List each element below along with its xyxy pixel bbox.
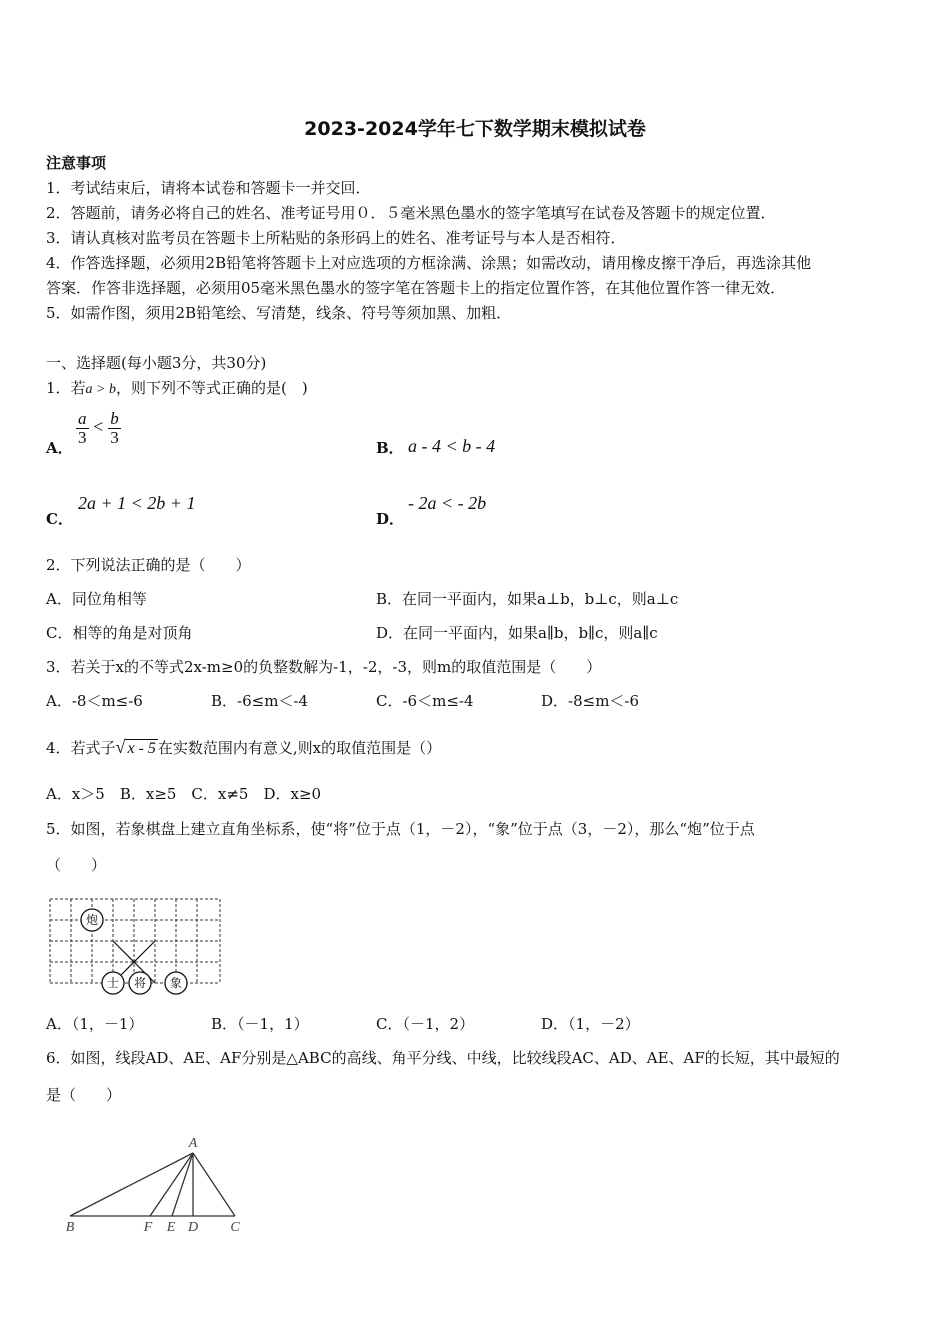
- question-6-stem: 6．如图，线段AD、AE、AF分别是△ABC的高线、角平分线、中线，比较线段AC、AD、AE、AF的长短，其中最短的: [46, 1049, 840, 1067]
- notice-heading: 注意事项: [46, 154, 107, 172]
- q1-stem-pre: 1．若: [46, 379, 86, 397]
- question-5-stem-cont: （ ）: [46, 856, 107, 874]
- question-5-stem: 5．如图，若象棋盘上建立直角坐标系，使“将”位于点（1，－2），“象”位于点（3，－2），那么“炮”位于点: [46, 820, 755, 838]
- notice-item-1: 1．考试结束后，请将本试卷和答题卡一并交回．: [46, 179, 371, 197]
- q4-stem-post: 在实数范围内有意义,则x的取值范围是（）: [157, 739, 442, 757]
- q1-option-a-label: A．: [46, 439, 73, 457]
- q1-a-op: <: [93, 416, 104, 437]
- piece-pao: 炮: [85, 913, 99, 927]
- point-b-label: B: [65, 1220, 75, 1235]
- q2-option-a: A．同位角相等: [46, 590, 147, 608]
- notice-item-4-cont: 答案．作答非选择题，必须用05毫米黑色墨水的签字笔在答题卡上的指定位置作答，在其他位置作答一律无效．: [46, 279, 786, 297]
- q2-option-b: B．在同一平面内，如果a⊥b，b⊥c，则a⊥c: [376, 590, 679, 608]
- q1-option-a-expr: [76, 410, 121, 447]
- q3-option-c: C．-6＜m≤-4: [376, 692, 474, 710]
- piece-xiang: 象: [169, 976, 183, 990]
- triangle-figure: [60, 1132, 250, 1236]
- q1-option-c-expr: 2a + 1 < 2b + 1: [78, 493, 196, 513]
- q1-a-num2: b: [110, 409, 119, 428]
- q1-option-d-expr: - 2a < - 2b: [408, 493, 487, 513]
- q5-option-d: D．（1，－2）: [541, 1015, 640, 1033]
- piece-jiang: 将: [133, 976, 147, 990]
- section-heading: 一、选择题(每小题3分，共30分): [46, 354, 267, 372]
- q1-option-b-label: B．: [376, 439, 404, 457]
- q1-a-den1: 3: [78, 428, 87, 447]
- q5-option-a: A．（1，－1）: [46, 1015, 144, 1033]
- notice-item-4: 4．作答选择题，必须用2B铅笔将答题卡上对应选项的方框涂满、涂黑；如需改动，请用橡皮擦干净后，再选涂其他: [46, 254, 812, 272]
- question-1-stem: [46, 377, 308, 398]
- q2-option-d: D．在同一平面内，如果a∥b，b∥c，则a∥c: [376, 624, 658, 642]
- point-d-label: D: [187, 1220, 199, 1235]
- question-4-stem: 4．若式子√ x - 5 在实数范围内有意义,则x的取值范围是（）: [46, 737, 442, 757]
- q1-option-d-label: D．: [376, 510, 405, 528]
- piece-shi: 士: [106, 976, 120, 990]
- q3-option-a: A．-8＜m≤-6: [46, 692, 143, 710]
- q1-a-den2: 3: [110, 428, 119, 447]
- chessboard-figure: [44, 893, 226, 997]
- point-a-label: A: [188, 1136, 198, 1151]
- q4-stem-pre: 4．若式子: [46, 739, 116, 757]
- point-e-label: E: [166, 1220, 176, 1235]
- question-3-stem: 3．若关于x的不等式2x-m≥0的负整数解为-1，-2，-3，则m的取值范围是（ ）: [46, 658, 602, 676]
- question-2-stem: 2．下列说法正确的是（ ）: [46, 556, 251, 574]
- notice-item-2: 2．答题前，请务必将自己的姓名、准考证号用０．５毫米黑色墨水的签字笔填写在试卷及答题卡的规定位置．: [46, 204, 776, 222]
- q4-options: A．x＞5 B．x≥5 C．x≠5 D．x≥0: [46, 785, 322, 803]
- question-6-stem-cont: 是（ ）: [46, 1086, 122, 1104]
- q5-option-c: C．（－1，2）: [376, 1015, 475, 1033]
- q1-option-c-label: C．: [46, 510, 73, 528]
- q1-stem-math: a > b: [85, 382, 116, 397]
- q3-option-b: B．-6≤m＜-4: [211, 692, 309, 710]
- page-title: 2023-2024学年七下数学期末模拟试卷: [304, 118, 646, 140]
- q4-radicand: x - 5: [127, 740, 156, 757]
- notice-item-3: 3．请认真核对监考员在答题卡上所粘贴的条形码上的姓名、准考证号与本人是否相符．: [46, 229, 626, 247]
- q1-stem-post: ，则下列不等式正确的是( ): [116, 379, 308, 397]
- q2-option-c: C．相等的角是对顶角: [46, 624, 193, 642]
- point-f-label: F: [143, 1220, 153, 1235]
- notice-item-5: 5．如需作图，须用2B铅笔绘、写清楚，线条、符号等须加黑、加粗．: [46, 304, 512, 322]
- q5-option-b: B．（－1，1）: [211, 1015, 309, 1033]
- point-c-label: C: [230, 1220, 240, 1235]
- q1-a-num1: a: [78, 409, 87, 428]
- q3-option-d: D．-8≤m＜-6: [541, 692, 640, 710]
- q1-option-b-expr: a - 4 < b - 4: [408, 436, 496, 456]
